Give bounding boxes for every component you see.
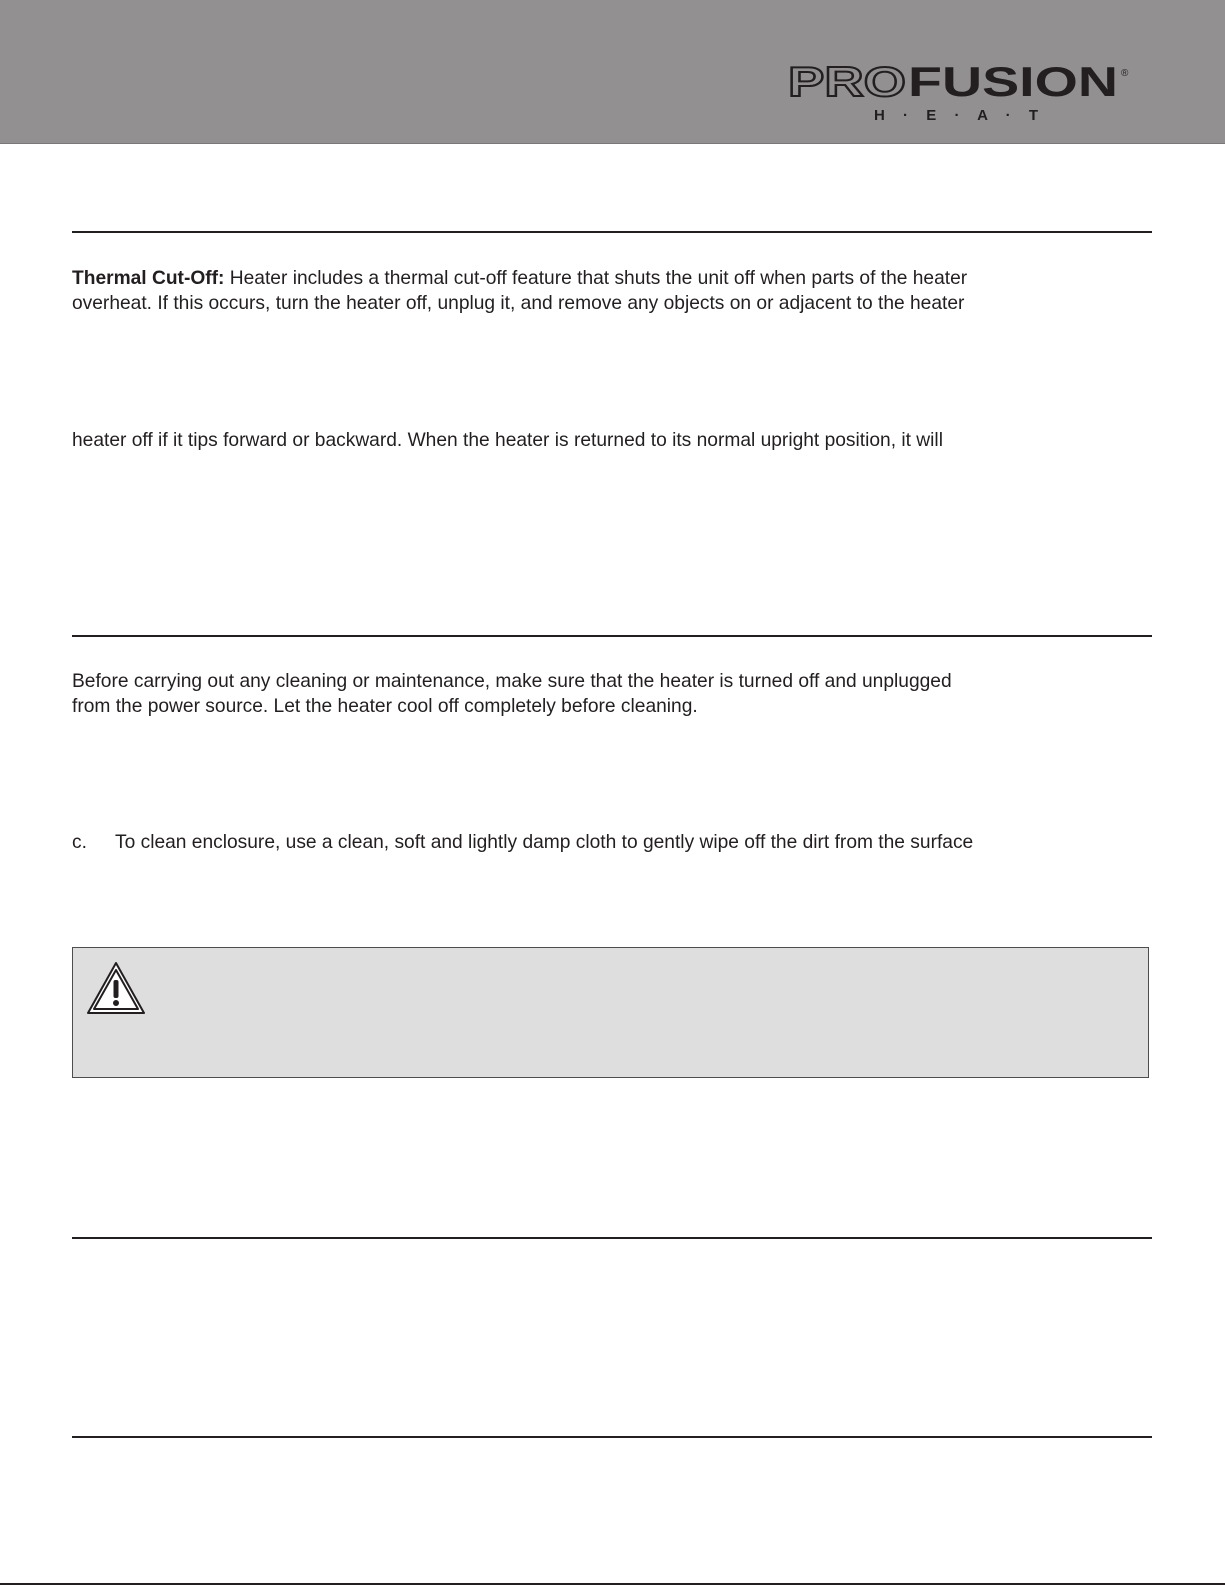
section-rule-2 <box>72 635 1152 637</box>
logo-fusion-text: FUSION <box>908 62 1118 105</box>
section-rule-4 <box>72 1436 1152 1438</box>
logo-tagline: H · E · A · T <box>874 107 1038 124</box>
logo-pro-text: PRO <box>788 62 906 105</box>
cleaning-step-c <box>72 830 1132 855</box>
thermal-cutoff-term: Thermal Cut-Off: <box>72 268 225 289</box>
warning-triangle-icon <box>86 961 146 1015</box>
cleaning-line1: Before carrying out any cleaning or maintenance, make sure that the heater is turned off and unplugged <box>72 671 952 692</box>
thermal-cutoff-line1: Heater includes a thermal cut-off feature that shuts the unit off when parts of the heater <box>229 268 968 289</box>
cleaning-paragraph <box>72 669 1132 719</box>
tip-over-paragraph <box>72 428 1132 453</box>
header-band <box>0 0 1225 144</box>
thermal-cutoff-paragraph <box>72 266 1132 316</box>
step-c-text: To clean enclosure, use a clean, soft and lightly damp cloth to gently wipe off the dirt from the surface <box>115 832 974 853</box>
logo-registered-mark: ® <box>1121 68 1129 79</box>
cleaning-line2: from the power source. Let the heater cool off completely before cleaning. <box>72 696 698 717</box>
warning-box <box>72 947 1149 1078</box>
step-c-marker: c. <box>72 832 87 853</box>
profusion-heat-logo <box>788 62 1133 126</box>
tip-over-line: heater off if it tips forward or backward. When the heater is returned to its normal upright position, it will <box>72 430 943 451</box>
section-rule-1 <box>72 231 1152 233</box>
thermal-cutoff-line2: overheat. If this occurs, turn the heater off, unplug it, and remove any objects on or adjacent to the heater <box>72 293 965 314</box>
section-rule-3 <box>72 1237 1152 1239</box>
